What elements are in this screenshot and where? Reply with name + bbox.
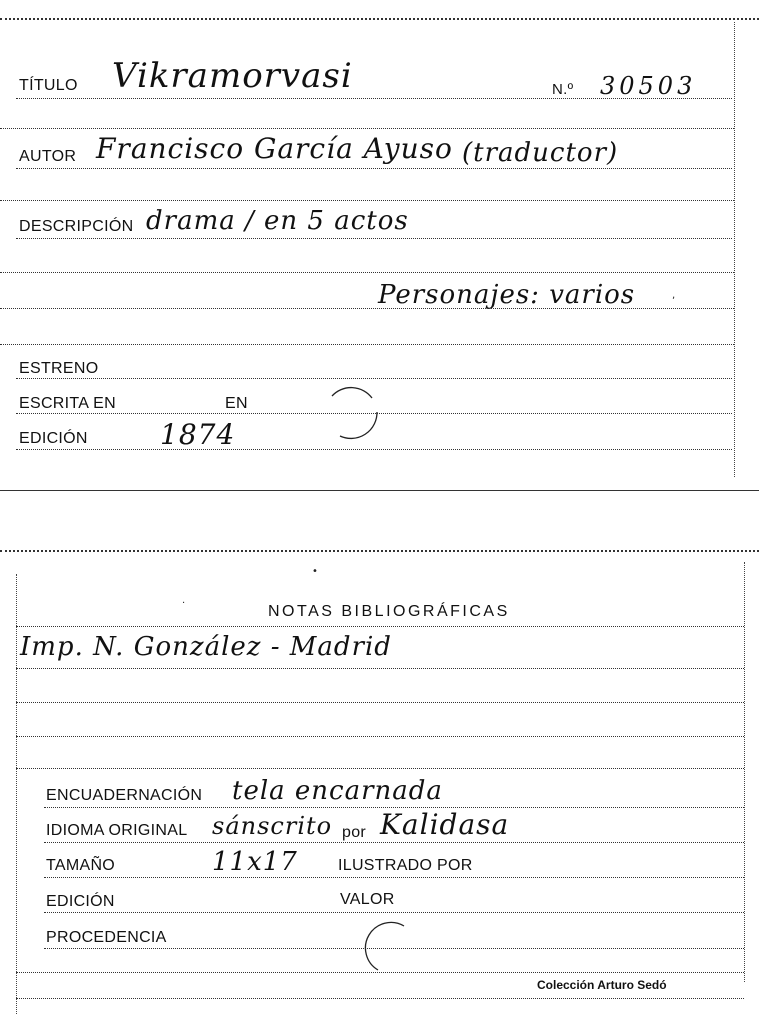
card-right-edge [744, 562, 745, 982]
tamano-label: TAMAÑO [46, 857, 116, 874]
tamano-value: 11x17 [212, 847, 298, 877]
autor-note: (traductor) [462, 138, 619, 168]
rule-5 [0, 344, 734, 345]
descripcion-value: drama / en 5 actos [146, 206, 409, 236]
catalog-card-front [0, 0, 759, 495]
titulo-label: TÍTULO [19, 77, 78, 94]
edicion-value: 1874 [160, 418, 236, 451]
rule-heading [16, 626, 744, 627]
rule-idioma [44, 842, 744, 843]
notas-heading: NOTAS BIBLIOGRÁFICAS [268, 603, 510, 620]
rule-notas-3 [16, 736, 744, 737]
idioma-value: sánscrito [212, 812, 333, 840]
titulo-value: Vikramorvasi [112, 56, 353, 96]
punch-hole [364, 918, 414, 978]
rule-edicion-back [44, 912, 744, 913]
rule-autor [16, 168, 732, 169]
estreno-label: ESTRENO [19, 360, 99, 377]
speck: , [672, 290, 676, 301]
speck: • [312, 566, 318, 577]
edicion-back-label: EDICIÓN [46, 893, 115, 910]
encuadernacion-value: tela encarnada [232, 776, 443, 806]
valor-label: VALOR [340, 891, 395, 908]
rule-3 [0, 272, 734, 273]
card-bottom-edge [16, 998, 744, 999]
procedencia-label: PROCEDENCIA [46, 929, 167, 946]
descripcion-label: DESCRIPCIÓN [19, 218, 134, 235]
rule-titulo [16, 98, 732, 99]
autor-label: AUTOR [19, 148, 77, 165]
por-value: Kalidasa [380, 808, 510, 841]
encuadernacion-label: ENCUADERNACIÓN [46, 787, 203, 804]
por-label: por [342, 824, 367, 841]
en-label: EN [225, 395, 248, 412]
card-top-edge [0, 550, 759, 552]
card-bottom-edge [0, 490, 759, 491]
rule-estreno [16, 378, 732, 379]
rule-2 [0, 200, 734, 201]
rule-notas-2 [16, 702, 744, 703]
numero-value: 30503 [600, 72, 697, 100]
rule-descripcion [16, 238, 732, 239]
catalog-card-back [0, 540, 759, 1028]
rule-edicion [16, 449, 732, 450]
idioma-label: IDIOMA ORIGINAL [46, 822, 188, 839]
escrita-en-label: ESCRITA EN [19, 395, 116, 412]
card-top-edge [0, 18, 759, 20]
rule-notas [16, 668, 744, 669]
rule-4 [0, 308, 734, 309]
punch-hole [322, 384, 382, 444]
rule-bottom [16, 972, 744, 973]
numero-label: N.º [552, 81, 574, 98]
speck: · [182, 598, 186, 609]
ilustrado-label: ILUSTRADO POR [338, 857, 473, 874]
edicion-label: EDICIÓN [19, 430, 88, 447]
notas-value: Imp. N. González - Madrid [20, 632, 392, 662]
autor-value: Francisco García Ayuso [96, 132, 453, 165]
rule-1 [0, 128, 734, 129]
collection-footer: Colección Arturo Sedó [537, 978, 667, 992]
personajes-value: Personajes: varios [378, 280, 636, 310]
card-right-edge [734, 22, 735, 477]
rule-tamano [44, 877, 744, 878]
card-left-edge [16, 574, 17, 1014]
rule-notas-4 [16, 768, 744, 769]
